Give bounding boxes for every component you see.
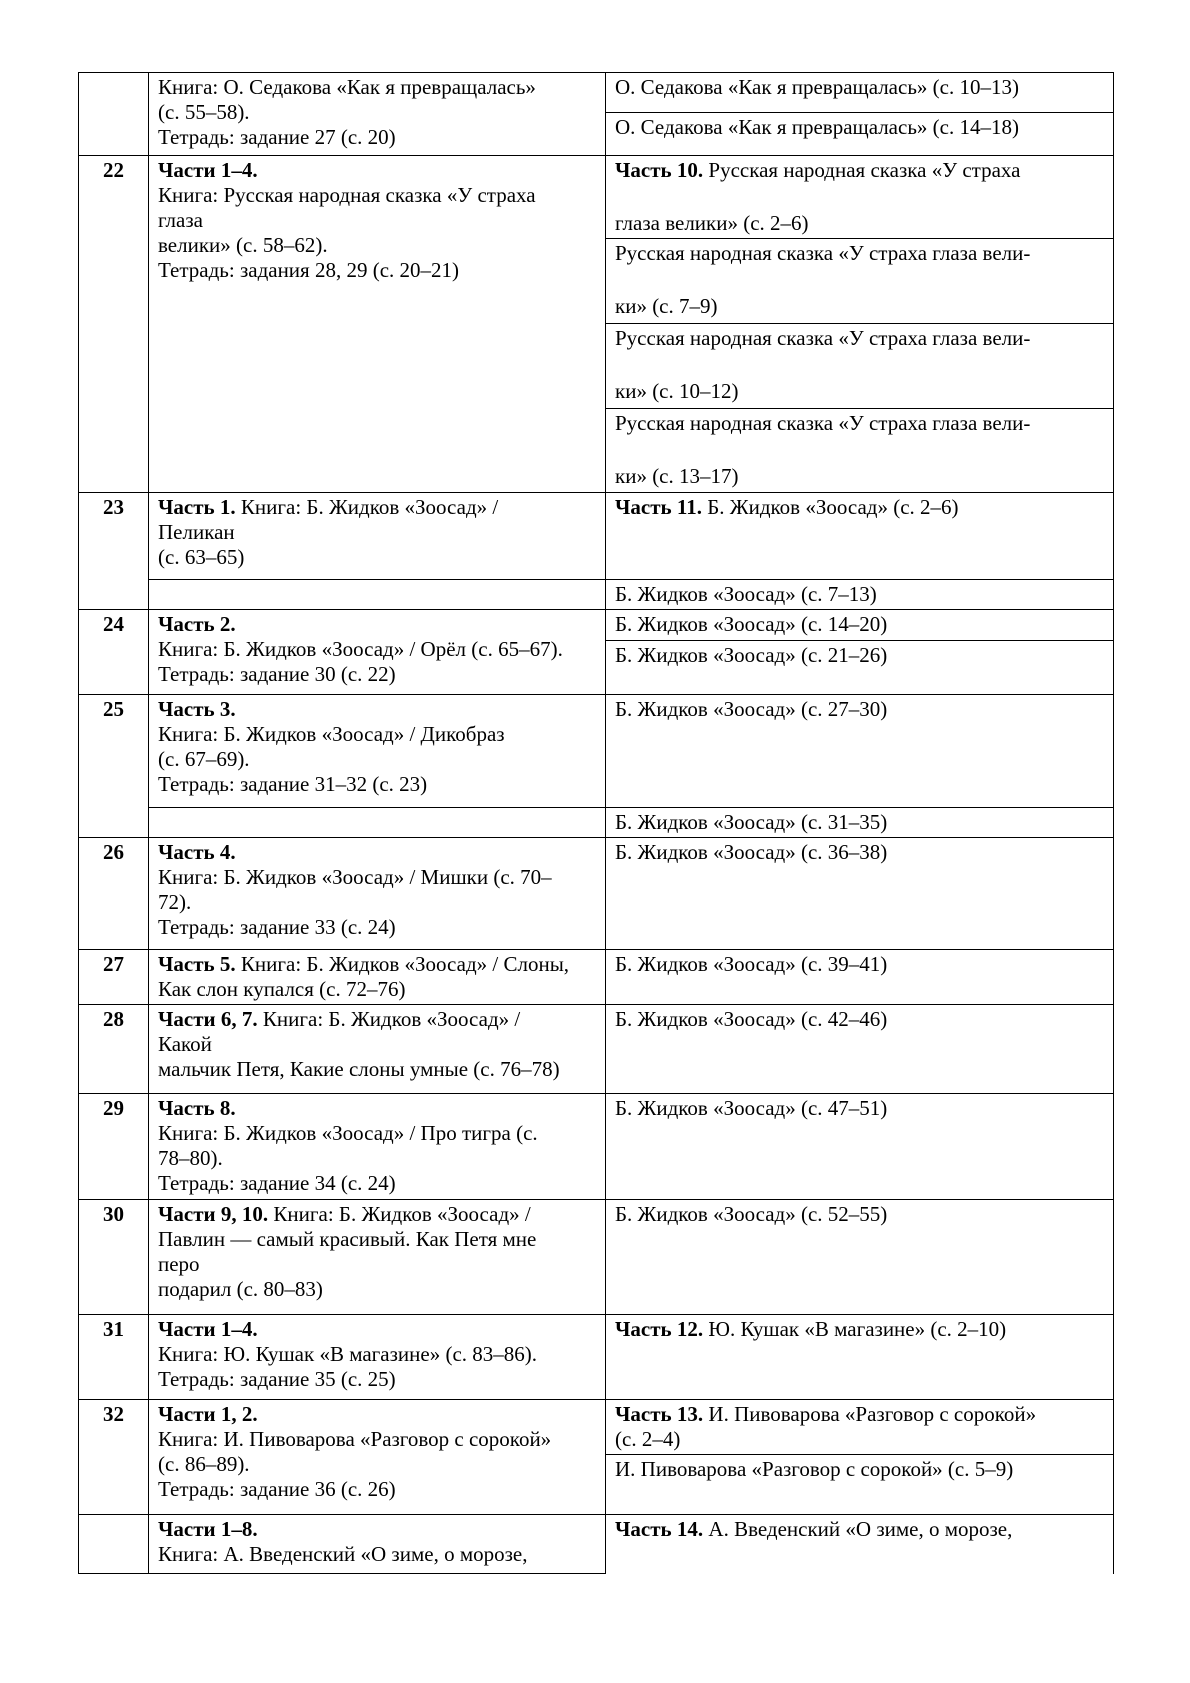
lesson-content-cell xyxy=(149,580,606,610)
text-line: Часть 12. Ю. Кушак «В магазине» (с. 2–10) xyxy=(615,1317,1007,1341)
text-line: Б. Жидков «Зоосад» (с. 39–41) xyxy=(615,952,888,976)
text-line: ки» (с. 13–17) xyxy=(615,464,739,488)
table-row xyxy=(79,493,1114,580)
lesson-content-cell xyxy=(149,950,606,1005)
bold-label: 25 xyxy=(103,697,124,721)
text-line: Часть 10. Русская народная сказка «У страха xyxy=(615,158,1021,182)
lesson-content-cell xyxy=(149,1094,606,1200)
lesson-content-cell xyxy=(149,73,606,156)
bold-label: Часть 3. xyxy=(158,697,236,721)
bold-label: Часть 10. xyxy=(615,158,704,182)
bold-label: 22 xyxy=(103,158,124,182)
text-line: Часть 5. Книга: Б. Жидков «Зоосад» / Слоны, xyxy=(158,952,570,976)
reading-cell xyxy=(606,493,1114,580)
text-line: Б. Жидков «Зоосад» (с. 31–35) xyxy=(615,810,888,834)
reading-cell xyxy=(606,1315,1114,1400)
reading-cell xyxy=(606,239,1114,324)
lesson-content-cell xyxy=(149,695,606,808)
text-line: Пеликан xyxy=(158,520,235,544)
bold-label: Части 1–4. xyxy=(158,1317,258,1341)
bold-label: 27 xyxy=(103,952,124,976)
schedule-table-body xyxy=(79,73,1114,1574)
bold-label: Часть 8. xyxy=(158,1096,236,1120)
text-line: Тетрадь: задание 34 (с. 24) xyxy=(158,1171,396,1195)
text-line: глаза велики» (с. 2–6) xyxy=(615,211,809,235)
bold-label: Части 6, 7. xyxy=(158,1007,258,1031)
table-row xyxy=(79,610,1114,641)
reading-cell xyxy=(606,1515,1114,1574)
text-line: 78–80). xyxy=(158,1146,223,1170)
text-line: Книга: Б. Жидков «Зоосад» / Мишки (с. 70– xyxy=(158,865,552,889)
text-line: Часть 11. Б. Жидков «Зоосад» (с. 2–6) xyxy=(615,495,959,519)
table-row xyxy=(79,1200,1114,1315)
text-line: Книга: Русская народная сказка «У страха xyxy=(158,183,536,207)
text-line: мальчик Петя, Какие слоны умные (с. 76–78) xyxy=(158,1057,560,1081)
text-line: Книга: Ю. Кушак «В магазине» (с. 83–86). xyxy=(158,1342,538,1366)
text-line: Книга: Б. Жидков «Зоосад» / Про тигра (с. xyxy=(158,1121,538,1145)
table-row xyxy=(79,1005,1114,1094)
lesson-number-cell xyxy=(79,156,149,493)
text-line xyxy=(81,697,146,722)
text-line: Б. Жидков «Зоосад» (с. 42–46) xyxy=(615,1007,888,1031)
text-line: Тетрадь: задания 28, 29 (с. 20–21) xyxy=(158,258,460,282)
table-row xyxy=(79,838,1114,950)
table-row xyxy=(79,695,1114,808)
text-line: Тетрадь: задание 36 (с. 26) xyxy=(158,1477,396,1501)
lesson-content-cell xyxy=(149,808,606,838)
text-line xyxy=(158,1402,597,1427)
bold-label: Часть 12. xyxy=(615,1317,704,1341)
text-line: Б. Жидков «Зоосад» (с. 52–55) xyxy=(615,1202,888,1226)
text-line xyxy=(81,1317,146,1342)
text-line: (с. 55–58). xyxy=(158,100,250,124)
text-line: ки» (с. 10–12) xyxy=(615,379,739,403)
bold-label: Часть 13. xyxy=(615,1402,704,1426)
lesson-content-cell xyxy=(149,610,606,695)
text-line: О. Седакова «Как я превращалась» (с. 10–13) xyxy=(615,75,1019,99)
text-line: велики» (с. 58–62). xyxy=(158,233,328,257)
text-line xyxy=(158,1517,597,1542)
reading-cell xyxy=(606,409,1114,493)
bold-label: 28 xyxy=(103,1007,124,1031)
text-line: Русская народная сказка «У страха глаза вели- xyxy=(615,326,1031,350)
table-row xyxy=(79,1400,1114,1455)
bold-label: Части 9, 10. xyxy=(158,1202,269,1226)
table-row xyxy=(79,808,1114,838)
text-line xyxy=(81,158,146,183)
bold-label: Часть 5. xyxy=(158,952,236,976)
text-line: Какой xyxy=(158,1032,212,1056)
lesson-content-cell xyxy=(149,1400,606,1515)
bold-label: 24 xyxy=(103,612,124,636)
text-line: Части 9, 10. Книга: Б. Жидков «Зоосад» / xyxy=(158,1202,531,1226)
text-line: Книга: Б. Жидков «Зоосад» / Орёл (с. 65–67). xyxy=(158,637,563,661)
text-line: Тетрадь: задание 33 (с. 24) xyxy=(158,915,396,939)
lesson-content-cell xyxy=(149,1200,606,1315)
text-line xyxy=(81,840,146,865)
text-line xyxy=(81,1402,146,1427)
reading-cell xyxy=(606,324,1114,409)
reading-cell xyxy=(606,156,1114,239)
bold-label: Часть 14. xyxy=(615,1517,704,1541)
lesson-number-cell xyxy=(79,950,149,1005)
text-line: Б. Жидков «Зоосад» (с. 7–13) xyxy=(615,582,877,606)
text-line: Книга: А. Введенский «О зиме, о морозе, xyxy=(158,1542,528,1566)
text-line xyxy=(81,1096,146,1121)
text-line: Тетрадь: задание 30 (с. 22) xyxy=(158,662,396,686)
reading-cell xyxy=(606,1400,1114,1455)
text-line: Часть 1. Книга: Б. Жидков «Зоосад» / xyxy=(158,495,499,519)
text-line: Б. Жидков «Зоосад» (с. 36–38) xyxy=(615,840,888,864)
text-line xyxy=(158,158,597,183)
reading-cell xyxy=(606,950,1114,1005)
text-line xyxy=(81,1007,146,1032)
lesson-content-cell xyxy=(149,156,606,493)
text-line xyxy=(158,612,597,637)
lesson-content-cell xyxy=(149,493,606,580)
reading-cell xyxy=(606,1455,1114,1515)
lesson-content-cell xyxy=(149,1515,606,1574)
text-line: Книга: Б. Жидков «Зоосад» / Дикобраз xyxy=(158,722,505,746)
table-row xyxy=(79,1515,1114,1574)
lesson-number-cell xyxy=(79,1315,149,1400)
reading-cell xyxy=(606,610,1114,641)
text-line: (с. 86–89). xyxy=(158,1452,250,1476)
table-row xyxy=(79,1094,1114,1200)
lesson-number-cell xyxy=(79,695,149,838)
text-line xyxy=(158,1096,597,1121)
text-line: О. Седакова «Как я превращалась» (с. 14–18) xyxy=(615,115,1019,139)
text-line: (с. 63–65) xyxy=(158,545,245,569)
lesson-content-cell xyxy=(149,838,606,950)
reading-cell xyxy=(606,1005,1114,1094)
bold-label: 31 xyxy=(103,1317,124,1341)
lesson-number-cell xyxy=(79,1094,149,1200)
lesson-number-cell xyxy=(79,1515,149,1574)
bold-label: 30 xyxy=(103,1202,124,1226)
bold-label: Часть 11. xyxy=(615,495,702,519)
text-line: глаза xyxy=(158,208,203,232)
bold-label: 23 xyxy=(103,495,124,519)
text-line: Часть 13. И. Пивоварова «Разговор с сорокой» xyxy=(615,1402,1037,1426)
text-line xyxy=(158,697,597,722)
text-line: Б. Жидков «Зоосад» (с. 27–30) xyxy=(615,697,888,721)
bold-label: Части 1, 2. xyxy=(158,1402,258,1426)
bold-label: 32 xyxy=(103,1402,124,1426)
lesson-number-cell xyxy=(79,493,149,610)
lesson-number-cell xyxy=(79,73,149,156)
bold-label: Части 1–8. xyxy=(158,1517,258,1541)
text-line: (с. 67–69). xyxy=(158,747,250,771)
text-line: Б. Жидков «Зоосад» (с. 21–26) xyxy=(615,643,888,667)
text-line: Б. Жидков «Зоосад» (с. 47–51) xyxy=(615,1096,888,1120)
reading-cell xyxy=(606,695,1114,808)
text-line: Тетрадь: задание 27 (с. 20) xyxy=(158,125,396,149)
reading-cell xyxy=(606,838,1114,950)
reading-cell xyxy=(606,641,1114,695)
text-line xyxy=(81,952,146,977)
text-line: (с. 2–4) xyxy=(615,1427,681,1451)
text-line: подарил (с. 80–83) xyxy=(158,1277,323,1301)
text-line: Как слон купался (с. 72–76) xyxy=(158,977,406,1001)
text-line: Тетрадь: задание 35 (с. 25) xyxy=(158,1367,396,1391)
table-row xyxy=(79,156,1114,239)
bold-label: Части 1–4. xyxy=(158,158,258,182)
table-row xyxy=(79,580,1114,610)
text-line: перо xyxy=(158,1252,200,1276)
text-line: Часть 14. А. Введенский «О зиме, о морозе, xyxy=(615,1517,1013,1541)
bold-label: 29 xyxy=(103,1096,124,1120)
bold-label: Часть 2. xyxy=(158,612,236,636)
text-line: Павлин — самый красивый. Как Петя мне xyxy=(158,1227,537,1251)
bold-label: Часть 1. xyxy=(158,495,236,519)
lesson-content-cell xyxy=(149,1005,606,1094)
reading-cell xyxy=(606,73,1114,113)
lesson-number-cell xyxy=(79,1200,149,1315)
text-line: Русская народная сказка «У страха глаза вели- xyxy=(615,411,1031,435)
bold-label: 26 xyxy=(103,840,124,864)
text-line: ки» (с. 7–9) xyxy=(615,294,718,318)
text-line: Б. Жидков «Зоосад» (с. 14–20) xyxy=(615,612,888,636)
reading-cell xyxy=(606,580,1114,610)
table-row xyxy=(79,950,1114,1005)
text-line xyxy=(81,1202,146,1227)
text-line xyxy=(158,1317,597,1342)
text-line: 72). xyxy=(158,890,192,914)
lesson-number-cell xyxy=(79,838,149,950)
lesson-number-cell xyxy=(79,1005,149,1094)
text-line: Русская народная сказка «У страха глаза вели- xyxy=(615,241,1031,265)
lesson-number-cell xyxy=(79,610,149,695)
text-line: Книга: О. Седакова «Как я превращалась» xyxy=(158,75,536,99)
text-line: Части 6, 7. Книга: Б. Жидков «Зоосад» / xyxy=(158,1007,521,1031)
table-row xyxy=(79,1315,1114,1400)
reading-cell xyxy=(606,113,1114,156)
text-line: Тетрадь: задание 31–32 (с. 23) xyxy=(158,772,428,796)
reading-cell xyxy=(606,1200,1114,1315)
lesson-number-cell xyxy=(79,1400,149,1515)
lesson-content-cell xyxy=(149,1315,606,1400)
text-line: И. Пивоварова «Разговор с сорокой» (с. 5–9) xyxy=(615,1457,1014,1481)
reading-cell xyxy=(606,808,1114,838)
reading-schedule-table xyxy=(78,72,1114,1574)
text-line: Книга: И. Пивоварова «Разговор с сорокой» xyxy=(158,1427,552,1451)
text-line xyxy=(158,840,597,865)
bold-label: Часть 4. xyxy=(158,840,236,864)
text-line xyxy=(81,612,146,637)
text-line xyxy=(81,495,146,520)
reading-cell xyxy=(606,1094,1114,1200)
table-row xyxy=(79,73,1114,113)
